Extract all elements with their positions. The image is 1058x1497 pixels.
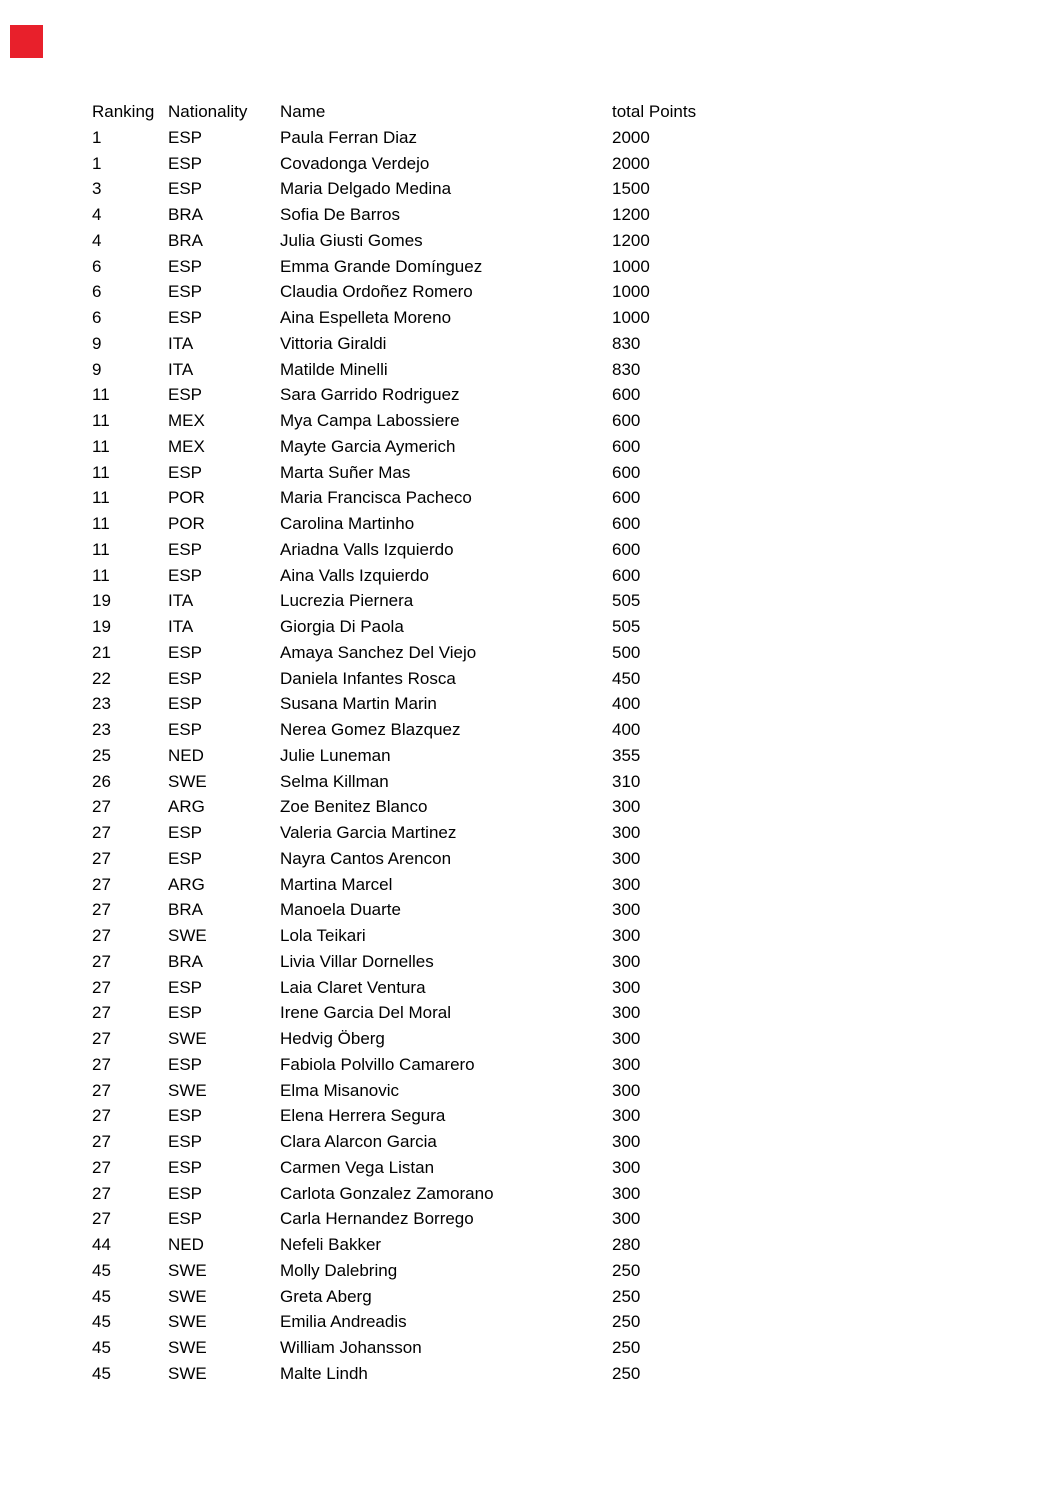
points-cell: 1500 (612, 179, 650, 199)
name-cell: Hedvig Öberg (280, 1029, 385, 1048)
points-cell: 355 (612, 745, 641, 765)
name-cell: Elena Herrera Segura (280, 1106, 446, 1126)
rank-cell: 27 (92, 1209, 111, 1229)
points-cell: 300 (612, 1106, 641, 1126)
name-cell: Irene Garcia Del Moral (280, 1003, 452, 1023)
nationality-cell: SWE (168, 1363, 207, 1383)
points-cell: 1000 (612, 256, 650, 276)
rank-cell: 1 (92, 153, 102, 173)
rank-cell: 45 (92, 1338, 111, 1357)
points-cell: 600 (612, 411, 641, 430)
rank-cell: 27 (92, 1183, 111, 1203)
table-row (92, 125, 720, 151)
nationality-cell: MEX (168, 436, 205, 456)
table-row (92, 923, 720, 949)
nationality-cell: ESP (168, 823, 203, 842)
points-cell: 1200 (612, 205, 650, 224)
nationality-cell: POR (168, 514, 205, 533)
points-cell: 830 (612, 359, 641, 379)
points-cell: 300 (612, 823, 641, 842)
points-cell: 1000 (612, 282, 650, 302)
ranking-table-header (92, 99, 720, 125)
table-row (92, 1232, 720, 1258)
table-row (92, 485, 720, 511)
nationality-cell: ESP (168, 1003, 203, 1023)
table-row (92, 176, 720, 202)
table-row (92, 1103, 720, 1129)
table-row (92, 537, 720, 563)
header-row (92, 99, 720, 125)
name-cell: Nerea Gomez Blazquez (280, 720, 461, 739)
points-cell: 600 (612, 488, 641, 508)
rank-cell: 45 (92, 1260, 111, 1280)
name-cell: Valeria Garcia Martinez (280, 823, 457, 842)
rank-cell: 11 (92, 462, 110, 482)
rank-cell: 23 (92, 720, 111, 739)
points-cell: 600 (612, 565, 641, 585)
name-cell: Fabiola Polvillo Camarero (280, 1054, 475, 1074)
rank-cell: 21 (92, 642, 111, 662)
name-cell: Carlota Gonzalez Zamorano (280, 1183, 494, 1203)
table-row (92, 382, 720, 408)
name-cell: Nayra Cantos Arencon (280, 848, 452, 868)
points-cell: 600 (612, 436, 641, 456)
nationality-cell: ESP (168, 565, 203, 585)
name-cell: Ariadna Valls Izquierdo (280, 539, 454, 559)
table-row (92, 691, 720, 717)
name-cell: Carolina Martinho (280, 514, 415, 533)
header-name: Name (280, 102, 326, 121)
name-cell: Covadonga Verdejo (280, 153, 430, 173)
rank-cell: 45 (92, 1363, 111, 1383)
name-cell: Matilde Minelli (280, 359, 388, 379)
nationality-cell: ESP (168, 642, 203, 662)
table-row (92, 202, 720, 228)
nationality-cell: SWE (168, 1312, 207, 1332)
points-cell: 1000 (612, 308, 650, 327)
name-cell: Susana Martin Marin (280, 694, 437, 714)
nationality-cell: ESP (168, 282, 203, 302)
table-row (92, 1026, 720, 1052)
nationality-cell: SWE (168, 1029, 207, 1048)
table-row (92, 794, 720, 820)
name-cell: Elma Misanovic (280, 1080, 400, 1100)
nationality-cell: ESP (168, 127, 203, 147)
table-row (92, 1284, 720, 1310)
nationality-cell: NED (168, 1235, 204, 1254)
points-cell: 1200 (612, 230, 650, 250)
rank-cell: 27 (92, 1003, 111, 1023)
name-cell: Selma Killman (280, 771, 389, 791)
nationality-cell: ESP (168, 694, 203, 714)
points-cell: 250 (612, 1363, 641, 1383)
name-cell: Paula Ferran Diaz (280, 127, 418, 147)
table-row (92, 1000, 720, 1026)
table-row (92, 1335, 720, 1361)
table-row (92, 1155, 720, 1181)
name-cell: Vittoria Giraldi (280, 333, 387, 353)
nationality-cell: SWE (168, 1286, 207, 1306)
ranking-table (92, 99, 720, 1387)
nationality-cell: SWE (168, 1338, 207, 1357)
rank-cell: 11 (92, 539, 110, 559)
rank-cell: 11 (92, 411, 110, 430)
name-cell: Aina Valls Izquierdo (280, 565, 429, 585)
rank-cell: 27 (92, 977, 111, 997)
name-cell: Maria Delgado Medina (280, 179, 452, 199)
nationality-cell: ITA (168, 359, 194, 379)
nationality-cell: NED (168, 745, 204, 765)
name-cell: Lola Teikari (280, 926, 366, 945)
table-row (92, 820, 720, 846)
table-row (92, 1206, 720, 1232)
rank-cell: 4 (92, 230, 102, 250)
nationality-cell: BRA (168, 230, 203, 250)
header-ranking: Ranking (92, 102, 155, 121)
name-cell: Claudia Ordoñez Romero (280, 282, 473, 302)
table-row (92, 1052, 720, 1078)
points-cell: 400 (612, 720, 641, 739)
points-cell: 300 (612, 977, 641, 997)
nationality-cell: ESP (168, 1157, 203, 1177)
nationality-cell: ESP (168, 1183, 203, 1203)
rank-cell: 11 (92, 436, 110, 456)
rank-cell: 27 (92, 797, 111, 817)
table-row (92, 460, 720, 486)
table-row (92, 769, 720, 795)
name-cell: Mya Campa Labossiere (280, 411, 460, 430)
table-row (92, 279, 720, 305)
nationality-cell: ESP (168, 1209, 203, 1229)
nationality-cell: ITA (168, 591, 194, 611)
name-cell: Sara Garrido Rodriguez (280, 385, 460, 405)
table-row (92, 228, 720, 254)
name-cell: Nefeli Bakker (280, 1235, 382, 1254)
points-cell: 2000 (612, 127, 650, 147)
rank-cell: 19 (92, 617, 111, 636)
rank-cell: 1 (92, 127, 102, 147)
name-cell: Laia Claret Ventura (280, 977, 426, 997)
rank-cell: 6 (92, 282, 102, 302)
table-row (92, 1181, 720, 1207)
rank-cell: 27 (92, 1054, 111, 1074)
table-row (92, 305, 720, 331)
name-cell: Daniela Infantes Rosca (280, 668, 456, 688)
points-cell: 300 (612, 900, 641, 920)
points-cell: 300 (612, 1003, 641, 1023)
nationality-cell: POR (168, 488, 205, 508)
rank-cell: 3 (92, 179, 102, 199)
rank-cell: 27 (92, 874, 111, 894)
table-row (92, 1361, 720, 1387)
nationality-cell: ESP (168, 720, 203, 739)
points-cell: 600 (612, 514, 641, 533)
nationality-cell: SWE (168, 771, 207, 791)
points-cell: 300 (612, 1209, 641, 1229)
points-cell: 300 (612, 1080, 641, 1100)
points-cell: 400 (612, 694, 641, 714)
points-cell: 310 (612, 771, 641, 791)
points-cell: 250 (612, 1338, 641, 1357)
header-total-points: total Points (612, 102, 697, 121)
rank-cell: 27 (92, 1132, 111, 1151)
name-cell: Zoe Benitez Blanco (280, 797, 428, 817)
points-cell: 300 (612, 797, 641, 817)
table-row (92, 151, 720, 177)
name-cell: Lucrezia Piernera (280, 591, 414, 611)
nationality-cell: ARG (168, 797, 205, 817)
nationality-cell: SWE (168, 926, 207, 945)
points-cell: 505 (612, 591, 641, 611)
nationality-cell: ESP (168, 308, 203, 327)
nationality-cell: ESP (168, 848, 203, 868)
rank-cell: 9 (92, 333, 102, 353)
nationality-cell: MEX (168, 411, 205, 430)
table-row (92, 717, 720, 743)
table-row (92, 331, 720, 357)
rank-cell: 27 (92, 951, 111, 971)
table-row (92, 1258, 720, 1284)
name-cell: Emma Grande Domínguez (280, 256, 483, 276)
ranking-sheet (92, 99, 720, 1387)
points-cell: 600 (612, 462, 641, 482)
table-row (92, 743, 720, 769)
points-cell: 300 (612, 874, 641, 894)
rank-cell: 23 (92, 694, 111, 714)
name-cell: Molly Dalebring (280, 1260, 398, 1280)
rank-cell: 27 (92, 848, 111, 868)
table-row (92, 1078, 720, 1104)
name-cell: Sofia De Barros (280, 205, 400, 224)
name-cell: Carmen Vega Listan (280, 1157, 435, 1177)
table-row (92, 588, 720, 614)
points-cell: 300 (612, 848, 641, 868)
table-row (92, 872, 720, 898)
nationality-cell: ESP (168, 668, 203, 688)
table-row (92, 846, 720, 872)
rank-cell: 22 (92, 668, 111, 688)
points-cell: 300 (612, 1157, 641, 1177)
table-row (92, 614, 720, 640)
rank-cell: 11 (92, 565, 110, 585)
table-row (92, 666, 720, 692)
nationality-cell: ESP (168, 1132, 203, 1151)
nationality-cell: ITA (168, 617, 194, 636)
table-row (92, 949, 720, 975)
nationality-cell: ESP (168, 256, 203, 276)
name-cell: Malte Lindh (280, 1363, 368, 1383)
name-cell: Emilia Andreadis (280, 1312, 407, 1332)
rank-cell: 27 (92, 926, 111, 945)
table-row (92, 640, 720, 666)
nationality-cell: ESP (168, 1106, 203, 1126)
points-cell: 300 (612, 1054, 641, 1074)
points-cell: 300 (612, 926, 641, 945)
table-row (92, 254, 720, 280)
name-cell: Maria Francisca Pacheco (280, 488, 472, 508)
points-cell: 300 (612, 1183, 641, 1203)
name-cell: Aina Espelleta Moreno (280, 308, 452, 327)
nationality-cell: ARG (168, 874, 205, 894)
rank-cell: 25 (92, 745, 111, 765)
table-row (92, 1309, 720, 1335)
rank-cell: 27 (92, 1157, 111, 1177)
nationality-cell: SWE (168, 1080, 207, 1100)
points-cell: 2000 (612, 153, 650, 173)
name-cell: Manoela Duarte (280, 900, 401, 920)
name-cell: Clara Alarcon Garcia (280, 1132, 437, 1151)
rank-cell: 9 (92, 359, 102, 379)
rank-cell: 27 (92, 1106, 111, 1126)
name-cell: Martina Marcel (280, 874, 393, 894)
points-cell: 600 (612, 385, 641, 405)
name-cell: Greta Aberg (280, 1286, 372, 1306)
points-cell: 250 (612, 1260, 641, 1280)
header-nationality: Nationality (168, 102, 248, 121)
rank-cell: 11 (92, 385, 110, 405)
nationality-cell: ESP (168, 539, 203, 559)
rank-cell: 11 (92, 488, 110, 508)
nationality-cell: ESP (168, 153, 203, 173)
name-cell: Livia Villar Dornelles (280, 951, 434, 971)
nationality-cell: ESP (168, 462, 203, 482)
table-row (92, 975, 720, 1001)
rank-cell: 6 (92, 256, 102, 276)
table-row (92, 1129, 720, 1155)
rank-cell: 26 (92, 771, 111, 791)
points-cell: 250 (612, 1286, 641, 1306)
rank-cell: 27 (92, 900, 111, 920)
nationality-cell: ESP (168, 977, 203, 997)
table-row (92, 408, 720, 434)
points-cell: 300 (612, 951, 641, 971)
nationality-cell: ESP (168, 179, 203, 199)
points-cell: 250 (612, 1312, 641, 1332)
name-cell: William Johansson (280, 1338, 422, 1357)
points-cell: 830 (612, 333, 641, 353)
points-cell: 600 (612, 539, 641, 559)
table-row (92, 511, 720, 537)
rank-cell: 27 (92, 1029, 111, 1048)
ranking-table-body (92, 125, 720, 1387)
rank-cell: 6 (92, 308, 102, 327)
name-cell: Mayte Garcia Aymerich (280, 436, 456, 456)
points-cell: 300 (612, 1029, 641, 1048)
points-cell: 500 (612, 642, 641, 662)
nationality-cell: ESP (168, 1054, 203, 1074)
points-cell: 505 (612, 617, 641, 636)
table-row (92, 434, 720, 460)
name-cell: Carla Hernandez Borrego (280, 1209, 474, 1229)
rank-cell: 11 (92, 514, 110, 533)
table-row (92, 357, 720, 383)
nationality-cell: BRA (168, 951, 203, 971)
rank-cell: 45 (92, 1286, 111, 1306)
rank-cell: 27 (92, 823, 111, 842)
name-cell: Giorgia Di Paola (280, 617, 404, 636)
nationality-cell: BRA (168, 900, 203, 920)
table-row (92, 897, 720, 923)
nationality-cell: ESP (168, 385, 203, 405)
name-cell: Marta Suñer Mas (280, 462, 411, 482)
points-cell: 280 (612, 1235, 641, 1254)
nationality-cell: ITA (168, 333, 194, 353)
name-cell: Amaya Sanchez Del Viejo (280, 642, 477, 662)
rank-cell: 27 (92, 1080, 111, 1100)
nationality-cell: BRA (168, 205, 203, 224)
points-cell: 300 (612, 1132, 641, 1151)
red-square-marker (10, 25, 43, 58)
table-row (92, 563, 720, 589)
rank-cell: 4 (92, 205, 102, 224)
points-cell: 450 (612, 668, 641, 688)
rank-cell: 19 (92, 591, 111, 611)
name-cell: Julie Luneman (280, 745, 391, 765)
name-cell: Julia Giusti Gomes (280, 230, 423, 250)
rank-cell: 44 (92, 1235, 111, 1254)
nationality-cell: SWE (168, 1260, 207, 1280)
rank-cell: 45 (92, 1312, 111, 1332)
